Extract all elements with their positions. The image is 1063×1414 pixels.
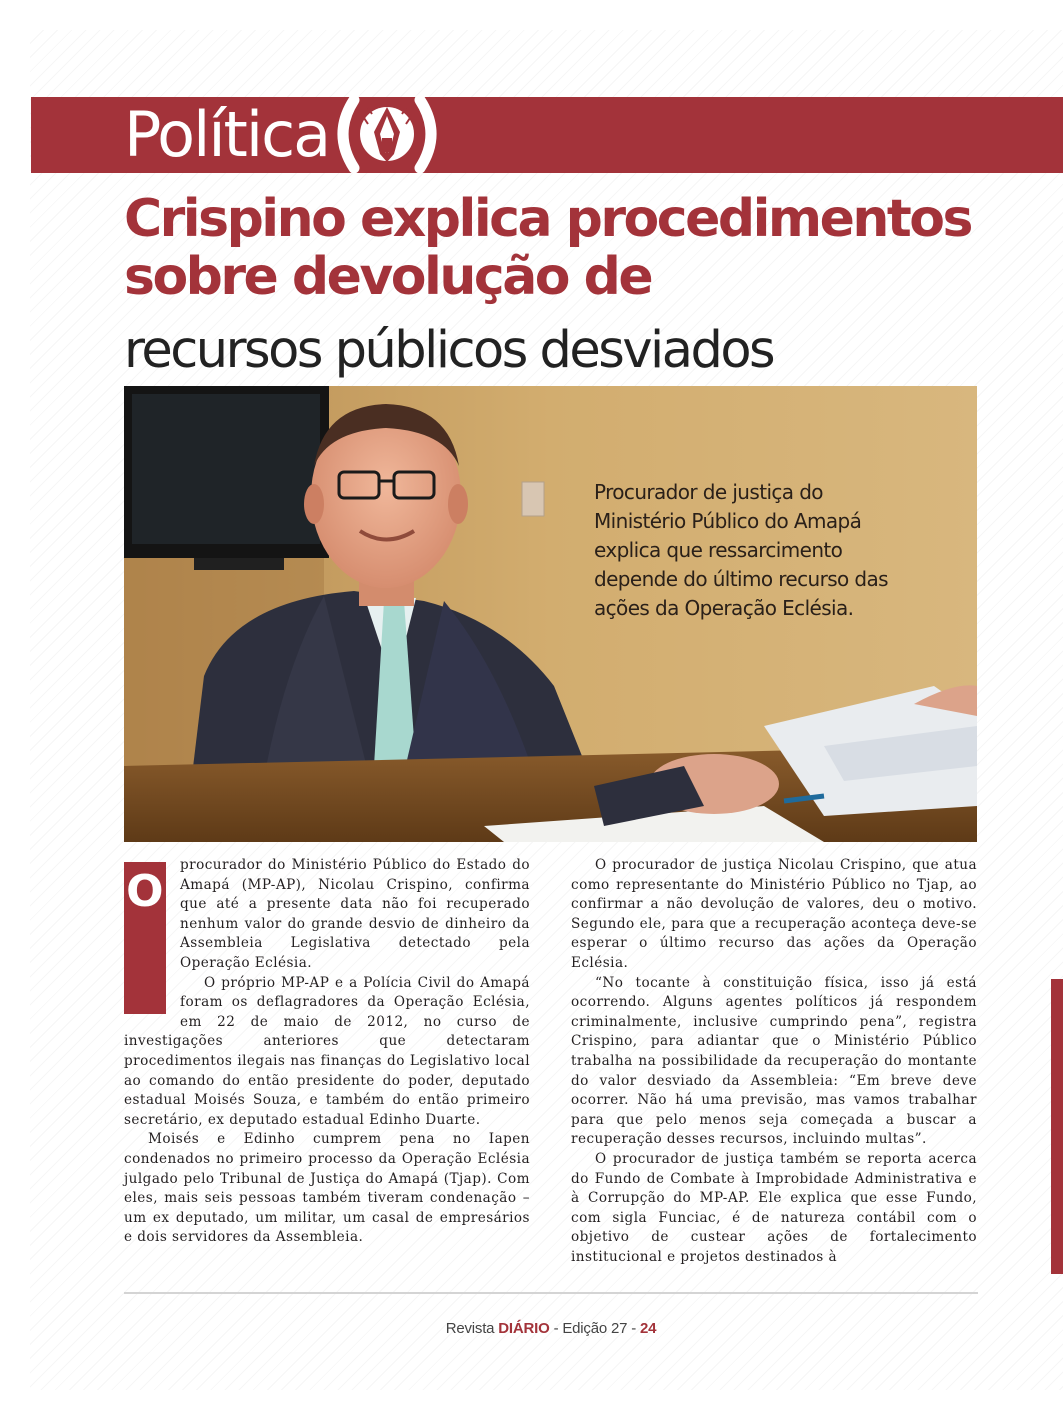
side-tab-marker	[1051, 979, 1063, 1274]
footer-brand: DIÁRIO	[498, 1320, 550, 1337]
photo-caption	[594, 478, 964, 623]
headline-subtitle: recursos públicos desviados	[124, 321, 774, 380]
photo-caption-line: Procurador de justiça do	[594, 480, 823, 504]
article-paragraph: O procurador de justiça Nicolau Crispino, que atua como representante do Ministério Público no Tjap, ao confirmar a não devolução de valores, deu o motivo. Segundo ele, para que a recuperação aconteça deve-se esperar o último recurso das ações da Operação Eclésia.	[571, 857, 977, 971]
footer-divider	[124, 1292, 978, 1294]
article-paragraph: “No tocante à constituição física, isso já está ocorrendo. Alguns agentes políticos já respondem criminalmente, inclusive cumprindo pena”, registra Crispino, para adiantar que o Ministério Público trabalha na possibilidade da recuperação do montante do valor desviado da Assembleia: “Em breve deve ocorrer. Não há uma previsão, mas vamos trabalhar para que pelo menos seja começada a buscar a recuperação desses recursos, incluindo multas”.	[571, 974, 977, 1148]
article-paragraph: procurador do Ministério Público do Estado do Amapá (MP-AP), Nicolau Crispino, confirma que até a presente data não foi recuperado nenhum valor do grande desvio de dinheiro da Assembleia Legislativa detectado pela Operação Eclésia.	[180, 857, 530, 971]
headline-line-2: sobre devolução de	[124, 247, 652, 307]
article-paragraph: Moisés e Edinho cumprem pena no Iapen condenados no primeiro processo da Operação Eclésia julgado pelo Tribunal de Justiça do Amapá (Tjap). Com eles, mais seis pessoas também tiveram condenação – um ex deputado, um militar, um casal de empresários e dois servidores da Assembleia.	[124, 1131, 530, 1246]
headline-line-1: Crispino explica procedimentos	[124, 189, 971, 249]
page-footer	[124, 1320, 978, 1337]
fountain-pen-nib-icon	[328, 94, 446, 174]
article-column-left	[124, 856, 530, 1248]
photo-caption-line: Ministério Público do Amapá	[594, 509, 862, 533]
photo-caption-line: ações da Operação Eclésia.	[594, 596, 854, 620]
photo-caption-line: depende do último recurso das	[594, 567, 888, 591]
article-paragraph: O próprio MP-AP e a Polícia Civil do Amapá foram os deflagradores da Operação Eclésia, em 22 de maio de 2012, no curso de investigações anteriores que detectaram procedimentos ilegais nas finanças do Legislativo local ao comando do então presidente do poder, deputado estadual Moisés Souza, e também do então primeiro secretário, ex deputado estadual Edinho Duarte.	[124, 974, 530, 1128]
article-column-right	[571, 856, 977, 1267]
photo-caption-line: explica que ressarcimento	[594, 538, 843, 562]
drop-cap: O	[124, 862, 166, 1014]
footer-edition: - Edição 27 -	[549, 1320, 640, 1337]
page-number: 24	[640, 1320, 657, 1337]
headline	[124, 190, 1024, 306]
section-title: Política	[124, 98, 330, 171]
footer-prefix: Revista	[445, 1320, 499, 1337]
article-paragraph: O procurador de justiça também se reporta acerca do Fundo de Combate à Improbidade Administrativa e à Corrupção do MP-AP. Ele explica que esse Fundo, com sigla Funciac, é de natureza contábil com o objetivo de custear ações de fortalecimento institucional e projetos destinados à	[571, 1150, 977, 1265]
